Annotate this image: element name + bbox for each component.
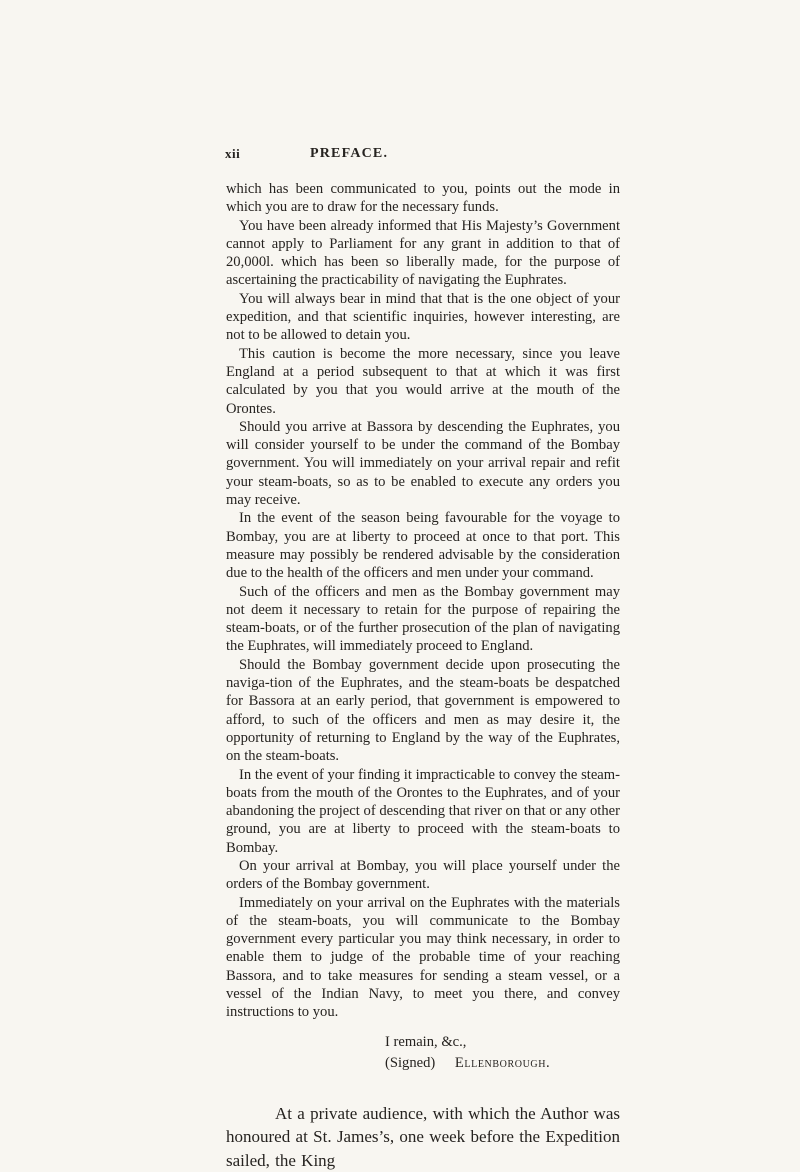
narrative-paragraph: At a private audience, with which the Author was honoured at St. James’s, one week before the Expedition sailed, the King [226, 1103, 620, 1170]
letter-paragraph: In the event of the season being favourable for the voyage to Bombay, you are at liberty to proceed at once to that port. This measure may possibly be rendered advisable by the consideration due to the health of the officers and men under your command. [226, 510, 620, 582]
letter-paragraph: This caution is become the more necessary, since you leave England at a period subsequent to that at which it was first calculated by you that you would arrive at the mouth of the Orontes. [226, 345, 620, 417]
letter-paragraph: Should you arrive at Bassora by descending the Euphrates, you will consider yourself to be under the command of the Bombay government. You will immediately on your arrival repair and refit your steam-boats, so as to be enabled to execute any orders you may receive. [226, 418, 620, 509]
running-title: PREFACE. [310, 146, 389, 161]
letter-paragraph: Should the Bombay government decide upon prosecuting the naviga-tion of the Euphrates, and the steam-boats be despatched for Bassora at an early period, that government is empowered to afford, to such of the officers and men as may desire it, the opportunity of returning to England by the way of the Euphrates, on the steam-boats. [226, 656, 620, 765]
letter-paragraph: Immediately on your arrival on the Euphrates with the materials of the steam-boats, you will communicate to the Bombay government every particular you may think necessary, in order to enable them to judge of the probable time of your reaching Bassora, and to take measures for sending a steam vessel, or a vessel of the Indian Navy, to meet you there, and convey instructions to you. [226, 894, 620, 1021]
letter-paragraph: In the event of your finding it impracticable to convey the steam-boats from the mouth of the Orontes to the Euphrates, and of your abandoning the project of descending that river on that or any other ground, you are at liberty to proceed with the steam-boats to Bombay. [226, 766, 620, 856]
letter-paragraph: which has been communicated to you, points out the mode in which you are to draw for the necessary funds. [226, 181, 620, 216]
letter-paragraph: You will always bear in mind that that is the one object of your expedition, and that scientific inquiries, however interesting, are not to be allowed to detain you. [226, 290, 620, 344]
page-number: xii [225, 146, 241, 161]
signer-name: Ellenborough. [454, 1054, 551, 1071]
letter-paragraph: Such of the officers and men as the Bombay government may not deem it necessary to retain for the purpose of repairing the steam-boats, or of the further prosecution of the plan of navigating the Euphrates, will immediately proceed to England. [226, 583, 620, 655]
signed-label: (Signed) [385, 1054, 436, 1071]
letter-paragraph: You have been already informed that His Majesty’s Government cannot apply to Parliament for any grant in addition to that of 20,000l. which has been so liberally made, for the purpose of ascertaining the practicability of navigating the Euphrates. [226, 217, 620, 289]
letter-paragraph: On your arrival at Bombay, you will place yourself under the orders of the Bombay government. [226, 857, 620, 893]
letter-closing [226, 1032, 620, 1074]
running-head [225, 146, 615, 166]
signature-line [385, 1053, 620, 1074]
page-body [226, 180, 620, 1172]
valediction: I remain, &c., [385, 1033, 467, 1050]
